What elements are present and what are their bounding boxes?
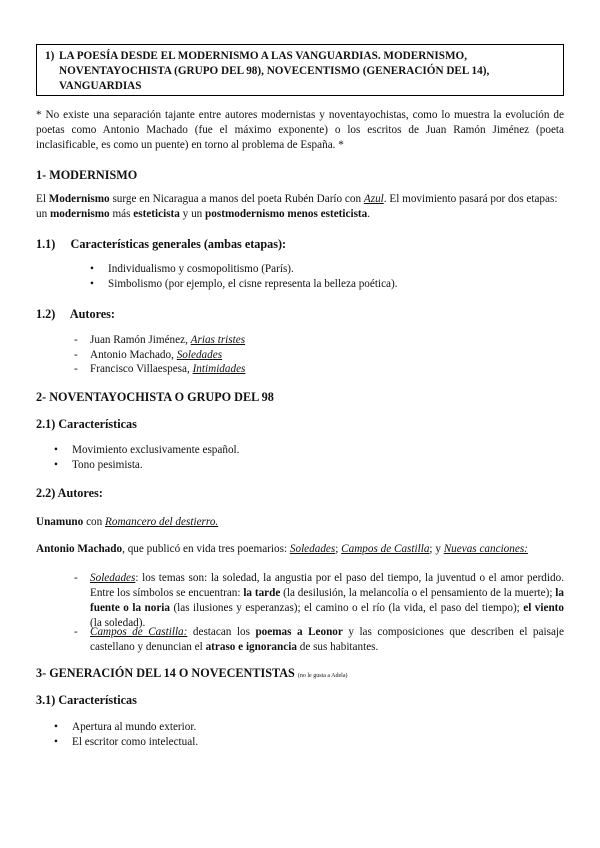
machado-item-soledades [74, 571, 564, 631]
list-item-text: Tono pesimista. [72, 459, 143, 471]
list-item-text: Apertura al mundo exterior. [72, 721, 197, 733]
text: (la soledad). [90, 617, 146, 629]
bullet-icon: • [90, 263, 94, 275]
text-bold: la tarde [243, 587, 281, 599]
list-item [54, 443, 240, 458]
list-item [54, 720, 197, 735]
work-title: Azul [363, 193, 384, 205]
list-item [90, 277, 398, 292]
text: . El movimiento pasará por dos etapas: un [36, 193, 558, 220]
section-2-heading: 2- NOVENTAYOCHISTA O GRUPO DEL 98 [36, 390, 274, 404]
list-item [90, 262, 294, 277]
work-title: Campos de Castilla: [90, 626, 188, 638]
text: , que publicó en vida tres poemarios: [122, 543, 290, 555]
text: : los temas son: la soledad, la angustia por el paso del tiempo, la juventud o el amor perdido. Entre los símbolos se encuentran: [90, 572, 564, 599]
title-box [36, 44, 564, 96]
text-bold: el viento [523, 602, 564, 614]
work-title: Soledades [289, 543, 336, 555]
work-title: Campos de Castilla [341, 543, 430, 555]
subsection-3-1-heading: 3.1) Características [36, 693, 137, 707]
section-1-paragraph [36, 192, 564, 222]
bullet-icon: • [54, 721, 58, 733]
bullet-icon: • [90, 278, 94, 290]
bullet-icon: • [54, 736, 58, 748]
work-title: Soledades [176, 349, 223, 361]
unamuno-line [36, 515, 564, 530]
dash-icon: - [74, 334, 78, 346]
dash-icon: - [74, 363, 78, 375]
author-name: Unamuno [36, 516, 84, 528]
text-bold: Modernismo [48, 193, 110, 205]
list-item-text: El escritor como intelectual. [72, 736, 199, 748]
intro-note: * No existe una separación tajante entre autores modernistas y noventayochistas, como lo muestra la evolución de poetas como Antonio Machado (fue el máximo exponente) o los escritos de Juan Ramón Jiménez (poeta inclasificable, es como un puente) en torno al problema de España. * [36, 109, 564, 151]
work-title: Nuevas canciones: [443, 543, 528, 555]
text: más [109, 208, 134, 220]
text: y un [179, 208, 206, 220]
text: ; [335, 543, 342, 555]
text: surge en Nicaragua a manos del poeta Rubén Darío con [109, 193, 364, 205]
subsection-2-2-heading: 2.2) Autores: [36, 486, 103, 500]
work-title: Arias tristes [190, 334, 246, 346]
author-item [74, 362, 246, 377]
dash-icon: - [74, 572, 78, 584]
subsection-1-2-heading: 1.2) Autores: [36, 307, 115, 321]
text-bold: poemas a Leonor [255, 626, 343, 638]
text-bold: esteticista [133, 208, 180, 220]
text: y las composiciones que describen el paisaje castellano y denuncian el [90, 626, 564, 653]
bullet-icon: • [54, 444, 58, 456]
work-title: Soledades [90, 572, 136, 584]
author-name: Antonio Machado [36, 543, 123, 555]
machado-item-campos [74, 625, 564, 655]
section-3-title: 3- GENERACIÓN DEL 14 O NOVECENTISTAS [36, 666, 295, 680]
author-item [74, 333, 246, 348]
section-3-note: (no le gusta a Adela) [297, 673, 348, 679]
title-text: LA POESÍA DESDE EL MODERNISMO A LAS VANGUARDIAS. MODERNISMO, NOVENTAYOCHISTA (GRUPO DEL 98), NOVECENTISMO (GENERACIÓN DEL 14), VANGUARDIAS [59, 50, 490, 92]
author-name: Antonio Machado, [90, 349, 177, 361]
text: (la desilusión, la melancolía o el pensamiento de la muerte); [280, 587, 556, 599]
text: con [83, 516, 106, 528]
section-1-heading: 1- MODERNISMO [36, 168, 138, 182]
text: (las ilusiones y esperanzas); el camino o el río (la vida, el paso del tiempo); [169, 602, 524, 614]
list-item-text: Movimiento exclusivamente español. [72, 444, 240, 456]
text-bold: la fuente o la noria [90, 587, 564, 614]
text: . [367, 208, 371, 220]
title-number: 1) [45, 50, 55, 62]
bullet-icon: • [54, 459, 58, 471]
list-item [54, 735, 199, 750]
subsection-1-1-heading: 1.1) Características generales (ambas etapas): [36, 237, 287, 251]
section-3-heading [36, 666, 348, 684]
machado-paragraph [36, 542, 564, 557]
text: ; y [429, 543, 444, 555]
list-item [54, 458, 143, 473]
text-bold: atraso e ignorancia [205, 641, 297, 653]
text-bold: postmodernismo menos esteticista [205, 208, 368, 220]
dash-icon: - [74, 349, 78, 361]
author-item [74, 348, 223, 363]
work-title: Romancero del destierro. [105, 516, 219, 528]
subsection-2-1-heading: 2.1) Características [36, 417, 137, 431]
dash-icon: - [74, 626, 78, 638]
text: de sus habitantes. [296, 641, 379, 653]
author-name: Juan Ramón Jiménez, [90, 334, 191, 346]
text-bold: modernismo [49, 208, 110, 220]
list-item-text: Simbolismo (por ejemplo, el cisne representa la belleza poética). [108, 278, 398, 290]
list-item-text: Individualismo y cosmopolitismo (París). [108, 263, 294, 275]
text: destacan los [187, 626, 256, 638]
text: El [36, 193, 49, 205]
work-title: Intimidades [192, 363, 246, 375]
author-name: Francisco Villaespesa, [90, 363, 193, 375]
